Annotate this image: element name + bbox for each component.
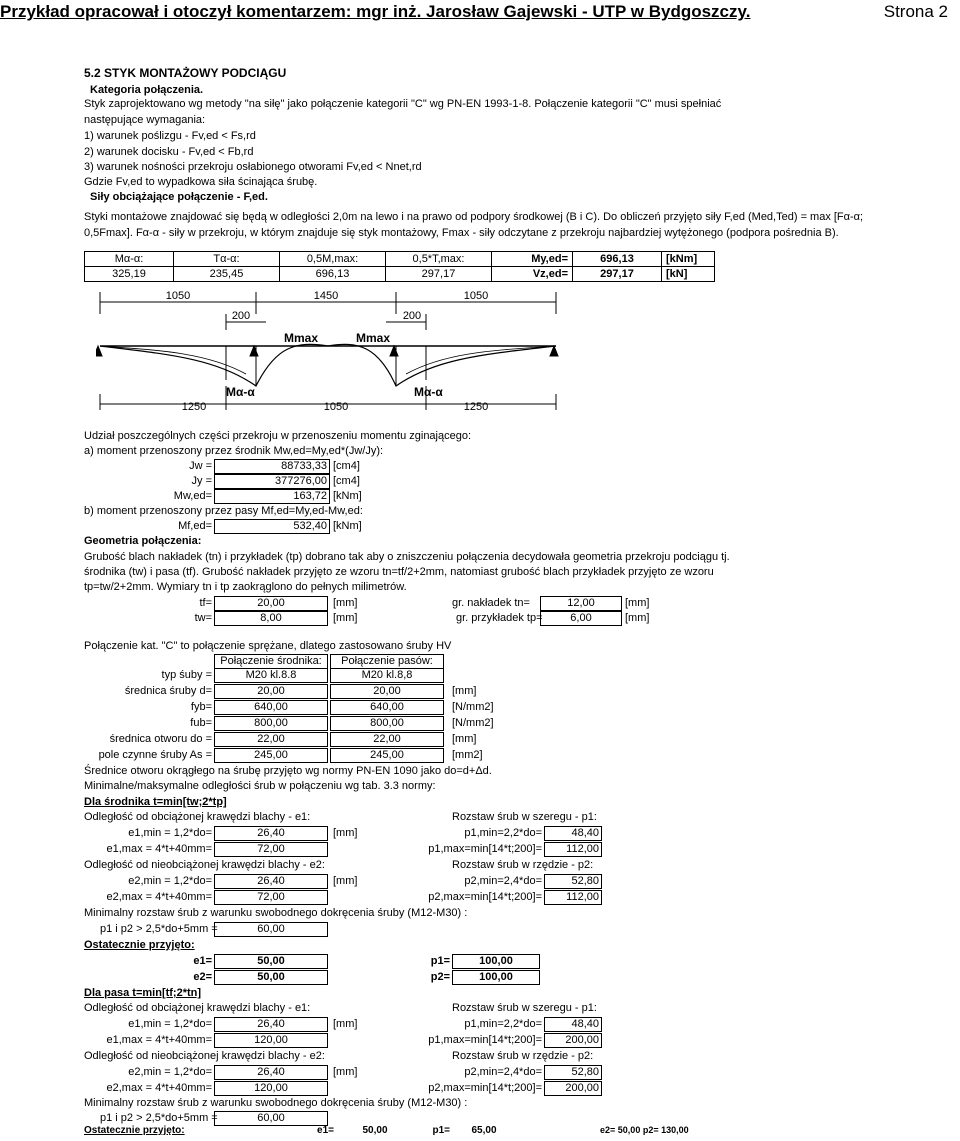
jy-unit: [cm4] (333, 475, 360, 487)
bolt-flange-value: 640,00 (330, 700, 444, 715)
p1-final-label: p1= (432, 1125, 450, 1136)
geometry-heading: Geometria połączenia: (84, 535, 202, 547)
e2-final-value: 50,00 (214, 970, 328, 985)
forces-heading: Siły obciążające połączenie - F,ed. (90, 191, 268, 203)
table-cell: 696,13 (280, 267, 386, 282)
e2min-unit: [mm] (333, 875, 358, 887)
mf-value: 532,40 (214, 519, 330, 534)
p1min-label: p1,min=2,2*do= (464, 827, 542, 839)
p1max-label: p1,max=min[14*t;200]= (428, 843, 542, 855)
p1max-label: p1,max=min[14*t;200]= (428, 1034, 542, 1046)
p2-final-value: 130,00 (661, 1125, 689, 1135)
bolt-label: fub= (190, 717, 212, 729)
text-line: 2) warunek docisku - Fv,ed < Fb,rd (84, 146, 254, 158)
bolt-label: pole czynne śruby As = (98, 749, 212, 761)
bolt-unit: [N/mm2] (452, 717, 494, 729)
table-cell: 297,17 (386, 267, 492, 282)
moment-intro: Udział poszczególnych części przekroju w przenoszeniu momentu zginającego: (84, 430, 472, 442)
p1-final-value: 100,00 (452, 954, 540, 969)
table-cell: 325,19 (85, 267, 174, 282)
p2max-value: 200,00 (544, 1081, 602, 1096)
mw-value: 163,72 (214, 489, 330, 504)
text-line: 0,5Fmax]. Fα-α - siły w przekroju, w którym znajduje się styk montażowy, Fmax - siły odczytane z przekroju najbardziej wytężonego (podpora pośrednia B). (84, 227, 839, 239)
dim-label: 1250 (463, 401, 489, 413)
tf-value: 20,00 (214, 596, 328, 611)
min-spacing-note: Minimalny rozstaw śrub z warunku swobodnego dokręcenia śruby (M12-M30) : (84, 907, 468, 919)
text-line: Styki montażowe znajdować się będą w odległości 2,0m na lewo i na prawo od podpory środkowej (B i C). Do obliczeń przyjęto siły F,ed (Med,Ted) = max [Fα-α; (84, 211, 864, 223)
bolt-label: fyb= (190, 701, 212, 713)
bolt-label: średnica otworu do = (109, 733, 212, 745)
e2min-label: e2,min = 1,2*do= (128, 875, 212, 887)
bolt-web-value: 20,00 (214, 684, 328, 699)
moment-b: b) moment przenoszony przez pasy Mf,ed=My,ed-Mw,ed: (84, 505, 363, 517)
malpha-label: Mα-α (226, 385, 255, 399)
table-cell: [kN] (662, 267, 715, 282)
text-line: Grubość blach nakładek (tn) i przykładek (tp) dobrano tak aby o zniszczeniu połączenia decydowała geometria przekroju podciągu tj. (84, 551, 730, 563)
table-cell: Vz,ed= (492, 267, 573, 282)
e1-heading: Odległość od obciążonej krawędzi blachy - e1: (84, 1002, 311, 1014)
jy-value: 377276,00 (214, 474, 330, 489)
pmin-label: p1 i p2 > 2,5*do+5mm = (100, 1112, 218, 1124)
text-line: tp=tw/2+2mm. Wymiary tn i tp zaokrąglono do pełnych milimetrów. (84, 581, 407, 593)
p2min-value: 52,80 (544, 874, 602, 889)
bolt-unit: [mm2] (452, 749, 483, 761)
table-header: 696,13 (573, 252, 662, 267)
bolt-web-value: 245,00 (214, 748, 328, 763)
e1-final-value: 50,00 (214, 954, 328, 969)
jy-label: Jy = (191, 475, 212, 487)
table-header: My,ed= (492, 252, 573, 267)
e2min-unit: [mm] (333, 1066, 358, 1078)
table-header: 0,5*T,max: (386, 252, 492, 267)
category-heading: Kategoria połączenia. (90, 84, 204, 96)
moment-a: a) moment przenoszony przez środnik Mw,ed=My,ed*(Jw/Jy): (84, 445, 384, 457)
dim-label: 200 (231, 310, 251, 322)
bolts-note: Minimalne/maksymalne odległości śrub w połączeniu wg tab. 3.3 normy: (84, 780, 436, 792)
text-line: Gdzie Fv,ed to wypadkowa siła ścinająca śrubę. (84, 176, 318, 188)
bolts-col-web: Połączenie środnika: (214, 654, 328, 669)
pmin-value: 60,00 (214, 1111, 328, 1126)
p2-final-value: 100,00 (452, 970, 540, 985)
e2max-value: 120,00 (214, 1081, 328, 1096)
p1max-value: 112,00 (544, 842, 602, 857)
e2min-value: 26,40 (214, 874, 328, 889)
e2min-label: e2,min = 1,2*do= (128, 1066, 212, 1078)
text-line: środnika (tw) i pasa (tf). Grubość nakładek przyjęto ze wzoru tn=tf/2+2mm, natomiast grubość blach przykładek przyjęto ze wzoru (84, 566, 714, 578)
tw-value: 8,00 (214, 611, 328, 626)
p1min-label: p1,min=2,2*do= (464, 1018, 542, 1030)
bolts-col-flange: Połączenie pasów: (330, 654, 444, 669)
e1min-label: e1,min = 1,2*do= (128, 1018, 212, 1030)
bolt-flange-value: 800,00 (330, 716, 444, 731)
jw-label: Jw = (189, 460, 212, 472)
p2min-label: p2,min=2,4*do= (464, 1066, 542, 1078)
p2-final-label: p2= (430, 971, 450, 983)
flange-heading: Dla pasa t=min[tf;2*tn] (84, 987, 202, 999)
bolt-label: średnica śruby d= (124, 685, 212, 697)
table-cell: 297,17 (573, 267, 662, 282)
page-number: Strona 2 (883, 2, 948, 21)
bolt-flange-value: 245,00 (330, 748, 444, 763)
web-heading: Dla środnika t=min[tw;2*tp] (84, 796, 227, 808)
section-title: 5.2 STYK MONTAŻOWY PODCIĄGU (84, 66, 287, 80)
bolt-flange-value: 20,00 (330, 684, 444, 699)
mmax-label: Mmax (356, 331, 391, 345)
malpha-label: Mα-α (414, 385, 443, 399)
mmax-label: Mmax (284, 331, 319, 345)
e1-heading: Odległość od obciążonej krawędzi blachy - e1: (84, 811, 311, 823)
p1-final-value: 65,00 (471, 1125, 497, 1136)
e1min-value: 26,40 (214, 826, 328, 841)
jw-unit: [cm4] (333, 460, 360, 472)
tp-unit: [mm] (625, 612, 650, 624)
page-header (0, 0, 960, 26)
text-line: Styk zaprojektowano wg metody "na siłę" jako połączenie kategorii "C" wg PN-EN 1993-1-8. Połączenie kategorii "C" musi spełniać (84, 98, 722, 110)
e2-final-label: e2= (600, 1125, 616, 1135)
p2min-value: 52,80 (544, 1065, 602, 1080)
dim-label: 1250 (181, 401, 207, 413)
tn-value: 12,00 (540, 596, 622, 611)
forces-table (84, 251, 715, 282)
p1min-value: 48,40 (544, 1017, 602, 1032)
p1-final-label: p1= (430, 955, 450, 967)
e2max-value: 72,00 (214, 890, 328, 905)
e1max-label: e1,max = 4*t+40mm= (106, 843, 212, 855)
bolt-flange-value: 22,00 (330, 732, 444, 747)
tn-label: gr. nakładek tn= (452, 597, 530, 609)
tn-unit: [mm] (625, 597, 650, 609)
p2max-value: 112,00 (544, 890, 602, 905)
final-rows-clip (84, 1125, 564, 1141)
mf-label: Mf,ed= (178, 520, 212, 532)
p2-heading: Rozstaw śrub w rzędzie - p2: (452, 1050, 594, 1062)
bolt-unit: [N/mm2] (452, 701, 494, 713)
dim-label: 1050 (323, 401, 349, 413)
mw-label: Mw,ed= (173, 490, 212, 502)
tf-label: tf= (199, 597, 212, 609)
p2max-label: p2,max=min[14*t;200]= (428, 891, 542, 903)
e1min-value: 26,40 (214, 1017, 328, 1032)
table-header: Mα-α: (85, 252, 174, 267)
table-header: [kNm] (662, 252, 715, 267)
tp-value: 6,00 (540, 611, 622, 626)
e2-final-label: e2= (193, 971, 212, 983)
bolt-unit: [mm] (452, 685, 477, 697)
p1-heading: Rozstaw śrub w szeregu - p1: (452, 1002, 597, 1014)
table-header: 0,5M,max: (280, 252, 386, 267)
header-author: Przykład opracował i otoczył komentarzem: mgr inż. Jarosław Gajewski - UTP w Bydgoszczy. (0, 2, 751, 21)
tw-label: tw= (194, 612, 212, 624)
bolt-web-value: M20 kl.8.8 (214, 668, 328, 683)
table-cell: 235,45 (174, 267, 280, 282)
e2-heading: Odległość od nieobciążonej krawędzi blachy - e2: (84, 859, 325, 871)
e1min-label: e1,min = 1,2*do= (128, 827, 212, 839)
p2min-label: p2,min=2,4*do= (464, 875, 542, 887)
e2-final-value: 50,00 (617, 1125, 641, 1135)
min-spacing-note: Minimalny rozstaw śrub z warunku swobodnego dokręcenia śruby (M12-M30) : (84, 1097, 468, 1109)
dim-label: 1050 (165, 290, 191, 302)
e1-final-label: e1= (317, 1125, 334, 1136)
e1min-unit: [mm] (333, 827, 358, 839)
e2min-value: 26,40 (214, 1065, 328, 1080)
tp-label: gr. przykładek tp= (456, 612, 543, 624)
tf-unit: [mm] (333, 597, 358, 609)
e2max-label: e2,max = 4*t+40mm= (106, 1082, 212, 1094)
dim-label: 1050 (463, 290, 489, 302)
bolts-intro: Połączenie kat. "C" to połączenie sprężane, dlatego zastosowano śruby HV (84, 640, 452, 652)
bolts-note: Średnice otworu okrągłego na śrubę przyjęto wg normy PN-EN 1090 jako do=d+Δd. (84, 765, 492, 777)
bolt-unit: [mm] (452, 733, 477, 745)
text-line: 1) warunek poślizgu - Fv,ed < Fs,rd (84, 130, 256, 142)
p2-final-label: p2= (642, 1125, 659, 1135)
e2max-label: e2,max = 4*t+40mm= (106, 891, 212, 903)
text-line: następujące wymagania: (84, 114, 206, 126)
e1-final-label: e1= (193, 955, 212, 967)
text-line: 3) warunek nośności przekroju osłabionego otworami Fv,ed < Nnet,rd (84, 161, 422, 173)
p1min-value: 48,40 (544, 826, 602, 841)
bolt-web-value: 640,00 (214, 700, 328, 715)
p2max-label: p2,max=min[14*t;200]= (428, 1082, 542, 1094)
bolt-web-value: 800,00 (214, 716, 328, 731)
mf-unit: [kNm] (333, 520, 362, 532)
p1max-value: 200,00 (544, 1033, 602, 1048)
final-heading: Ostatecznie przyjęto: (84, 939, 195, 951)
final-heading: Ostatecznie przyjęto: (84, 1125, 185, 1136)
mw-unit: [kNm] (333, 490, 362, 502)
e1max-value: 72,00 (214, 842, 328, 857)
dim-label: 1450 (313, 290, 339, 302)
bolt-flange-value: M20 kl.8,8 (330, 668, 444, 683)
final-row-2 (600, 1125, 689, 1135)
moment-diagram (96, 286, 560, 414)
pmin-value: 60,00 (214, 922, 328, 937)
tw-unit: [mm] (333, 612, 358, 624)
bolt-label: typ śuby = (161, 669, 212, 681)
jw-value: 88733,33 (214, 459, 330, 474)
e1-final-value: 50,00 (362, 1125, 388, 1136)
e2-heading: Odległość od nieobciążonej krawędzi blachy - e2: (84, 1050, 325, 1062)
pmin-label: p1 i p2 > 2,5*do+5mm = (100, 923, 218, 935)
p1-heading: Rozstaw śrub w szeregu - p1: (452, 811, 597, 823)
e1max-label: e1,max = 4*t+40mm= (106, 1034, 212, 1046)
e1min-unit: [mm] (333, 1018, 358, 1030)
table-header: Tα-α: (174, 252, 280, 267)
e1max-value: 120,00 (214, 1033, 328, 1048)
bolt-web-value: 22,00 (214, 732, 328, 747)
p2-heading: Rozstaw śrub w rzędzie - p2: (452, 859, 594, 871)
dim-label: 200 (402, 310, 422, 322)
